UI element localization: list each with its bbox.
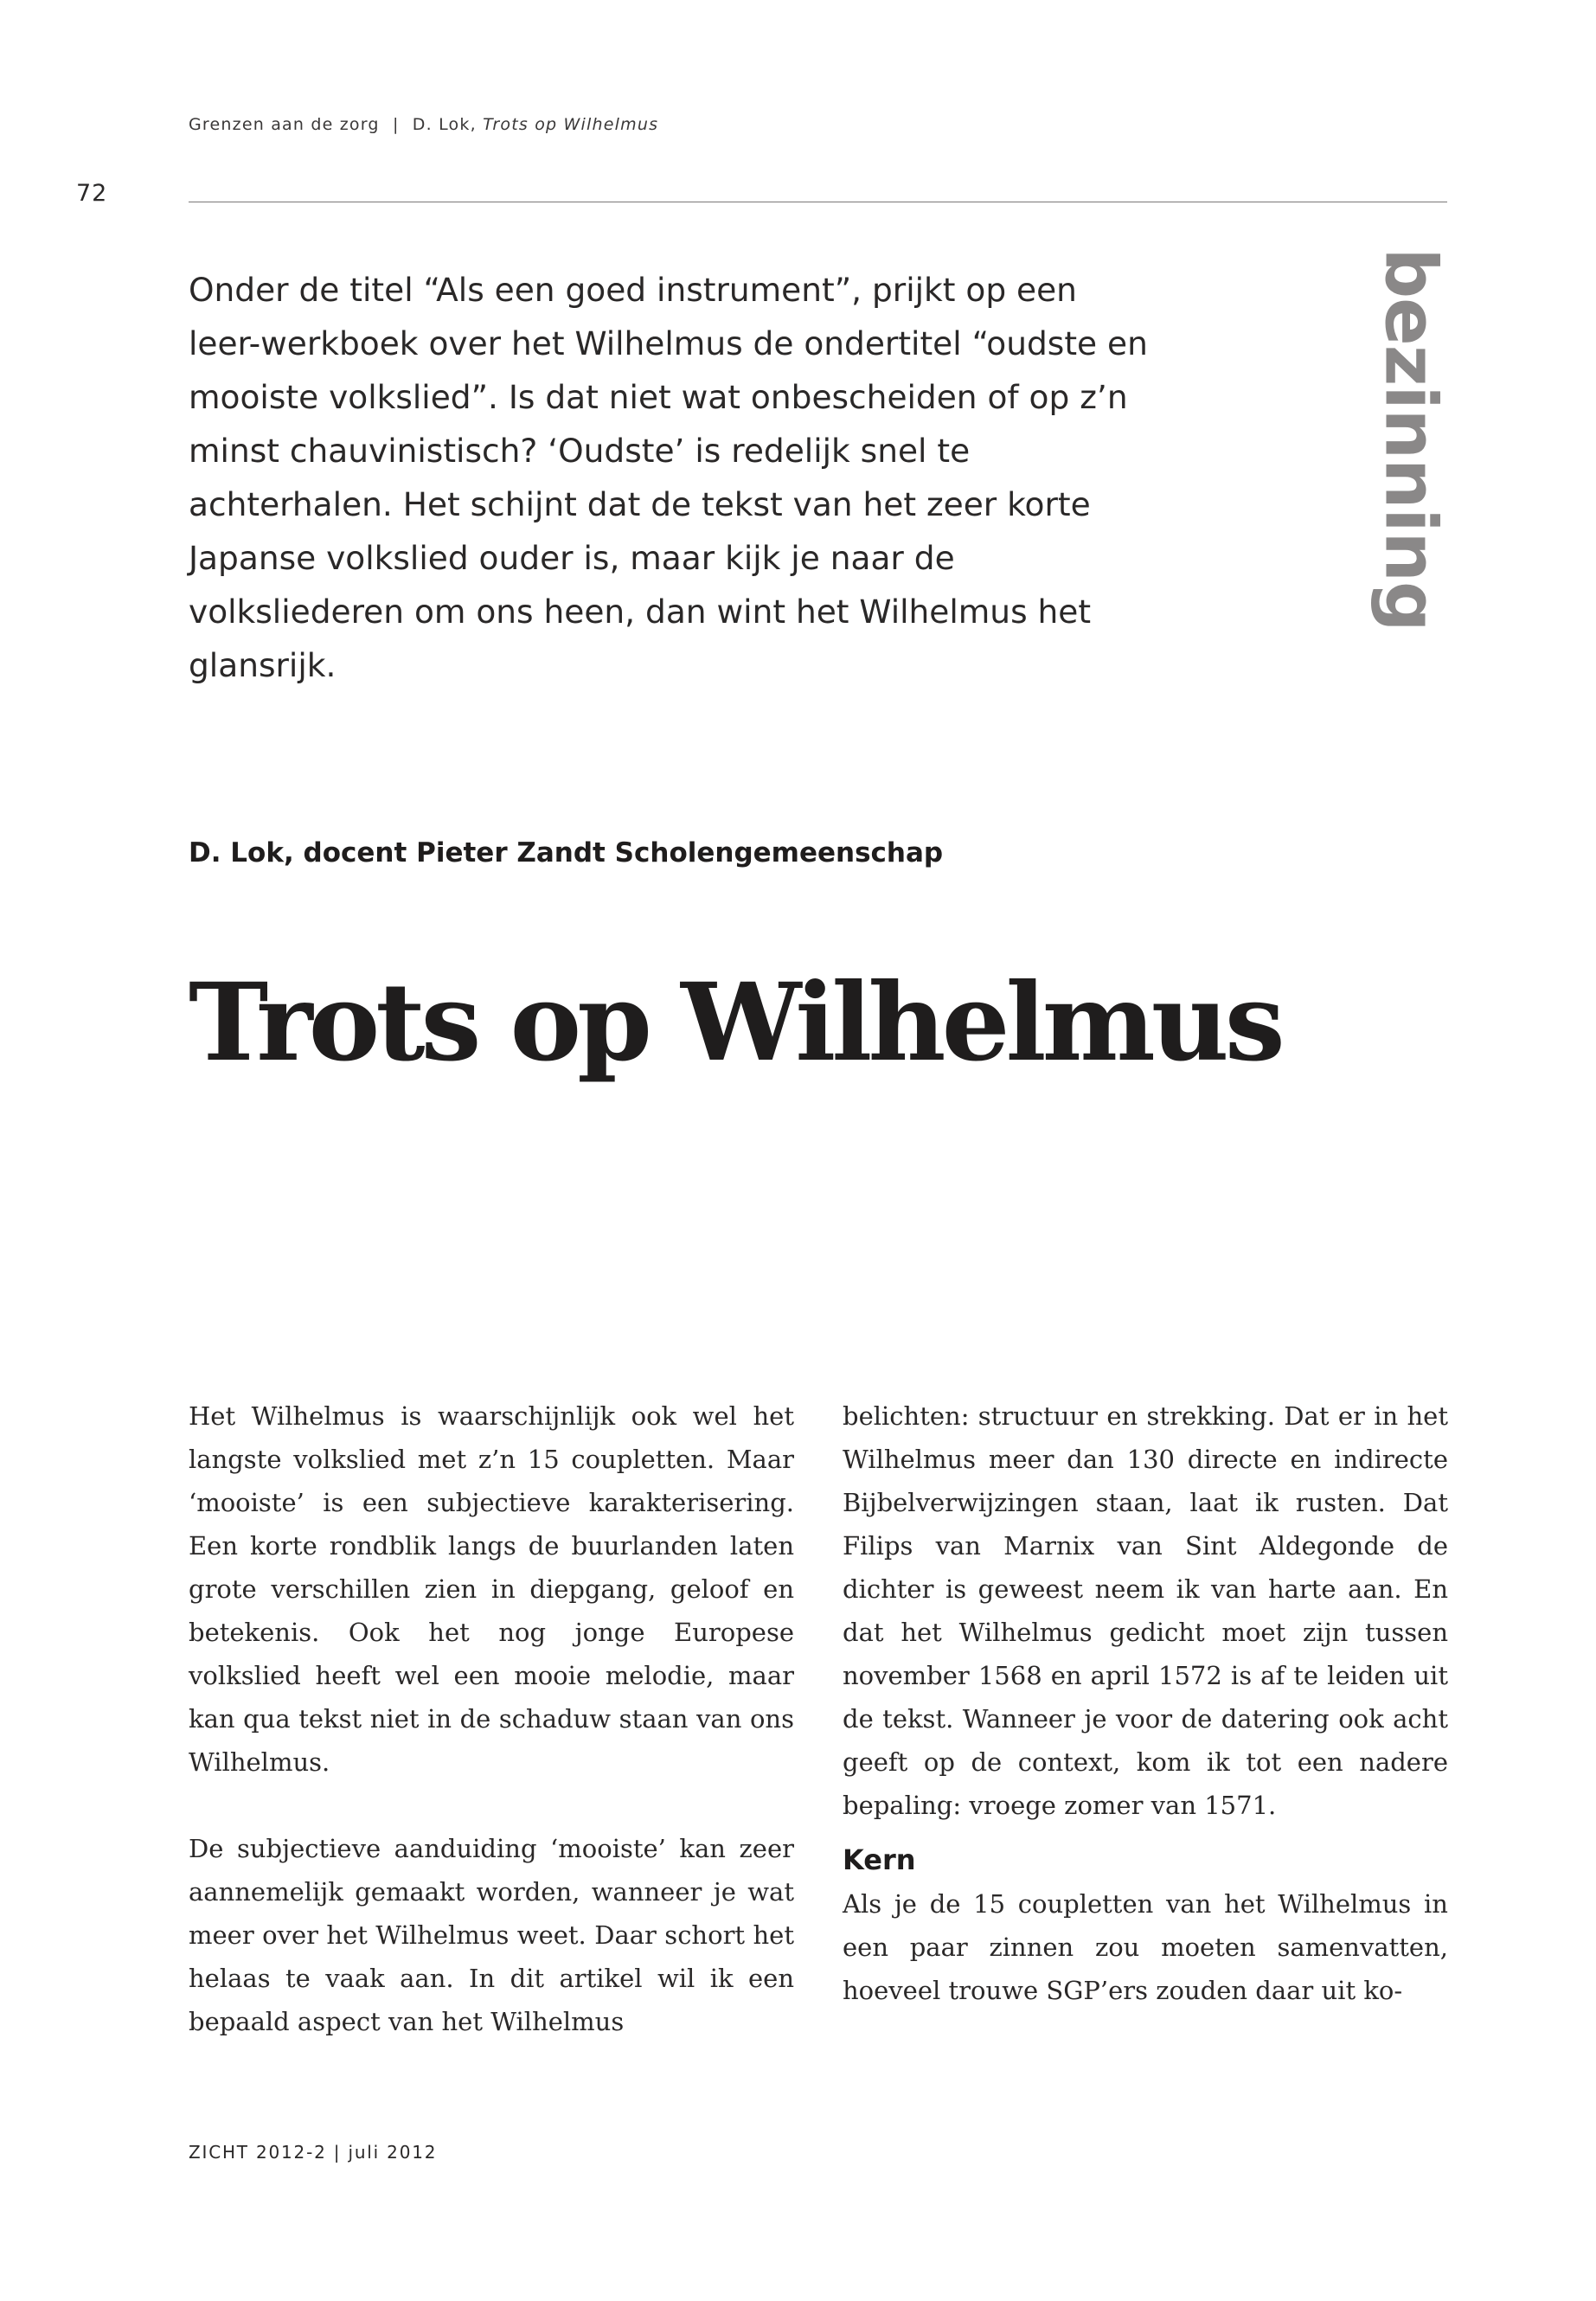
- running-head-author: D. Lok,: [412, 115, 477, 134]
- body-paragraph: Als je de 15 coupletten van het Wilhelmus in een paar zinnen zou moeten samenvatten, hoeveel trouwe SGP’ers zouden daar uit ko-: [843, 1889, 1448, 2005]
- subheading-kern: Kern: [843, 1843, 916, 1876]
- running-head: [189, 115, 658, 134]
- body-column-right: [843, 1394, 1448, 2012]
- page-number: 72: [76, 180, 108, 207]
- running-head-separator: |: [392, 115, 400, 134]
- body-paragraph: belichten: structuur en strekking. Dat er in het Wilhelmus meer dan 130 directe en indirecte Bijbelverwijzingen staan, laat ik rusten. Dat Filips van Marnix van Sint Aldegonde de dichter is geweest neem ik van harte aan. En dat het Wilhelmus gedicht moet zijn tussen november 1568 en april 1572 is af te leiden uit de tekst. Wanneer je voor de datering ook acht geeft op de context, kom ik tot een nadere bepaling: vroege zomer van 1571.: [843, 1401, 1448, 1820]
- article-title: Trots op Wilhelmus: [189, 960, 1281, 1086]
- section-label: [1368, 247, 1452, 631]
- running-head-article-title: Trots op Wilhelmus: [483, 115, 659, 134]
- body-column-left: [189, 1394, 794, 2043]
- intro-paragraph: Onder de titel “Als een goed instrument”, prijkt op een leer-werkboek over het Wilhelmus de ondertitel “oudste en mooiste volkslied”. Is dat niet wat onbescheiden of op z’n minst chauvinistisch? ‘Oudste’ is redelijk snel te achterhalen. Het schijnt dat de tekst van het zeer korte Japanse volkslied ouder is, maar kijk je naar de volksliederen om ons heen, dan wint het Wilhelmus het glansrijk.: [189, 271, 1148, 684]
- body-paragraph: De subjectieve aanduiding ‘mooiste’ kan zeer aannemelijk gemaakt worden, wanneer je wat meer over het Wilhelmus weet. Daar schort het helaas te vaak aan. In dit artikel wil ik een bepaald aspect van het Wilhelmus: [189, 1834, 794, 2036]
- running-head-section: Grenzen aan de zorg: [189, 115, 380, 134]
- body-paragraph: Het Wilhelmus is waarschijnlijk ook wel het langste volkslied met z’n 15 coupletten. Maar ‘mooiste’ is een subjectieve karakterisering. Een korte rondblik langs de buurlanden laten grote verschillen zien in diepgang, geloof en betekenis. Ook het nog jonge Europese volkslied heeft wel een mooie melodie, maar kan qua tekst niet in de schaduw staan van ons Wilhelmus.: [189, 1401, 794, 1777]
- footer: ZICHT 2012-2 | juli 2012: [189, 2142, 438, 2163]
- section-label-text: bezinning: [1368, 247, 1452, 631]
- byline: D. Lok, docent Pieter Zandt Scholengemeenschap: [189, 837, 944, 868]
